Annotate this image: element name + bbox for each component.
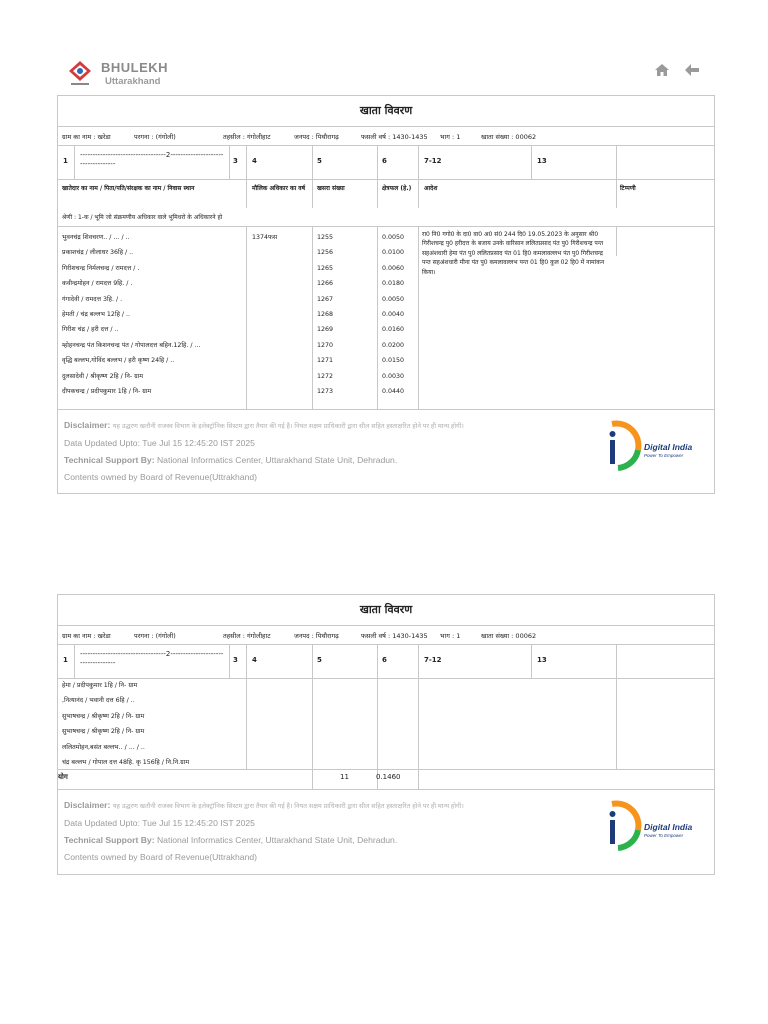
owner-entry: ललितमोहन,बसंत बल्लभ.. / ... / ..	[62, 743, 145, 751]
khata-table	[58, 645, 714, 790]
owner-entry: वृद्धि बल्लभ,गोविंद बल्लभ / हरी कृष्ण 24हि / ..	[62, 357, 175, 365]
data-updated-line	[64, 818, 255, 828]
digital-india-name: Digital India	[644, 822, 693, 832]
khata-table	[58, 146, 714, 410]
disclaimer-text: यह उद्धरण खतौनी राजस्व विभाग के इलेक्ट्रॉनिक सिस्टम द्वारा तैयार की गई है। नियत सक्षम प्राधिकारी द्वारा सील सहित हस्ताक्षरित होने पर ही मान्य होगी।	[112, 803, 464, 810]
khasra-number: 1270	[317, 341, 334, 349]
owner-entry: प्रकाशचंद्र / लीलाधर 36हि / ..	[62, 249, 134, 257]
area-value: 0.0160	[382, 326, 405, 334]
khasra-number: 1271	[317, 357, 334, 365]
area-value: 0.0150	[382, 357, 405, 365]
khata-number: खाता संख्या : 00062	[481, 133, 537, 141]
area-value: 0.0180	[382, 280, 405, 288]
total-label: योग	[58, 773, 68, 781]
khasra-number: 1268	[317, 310, 334, 318]
arrow-left-icon[interactable]	[685, 64, 699, 76]
bhag: भाग : 1	[440, 632, 461, 640]
disclaimer-label: Disclaimer:	[64, 420, 111, 430]
owner-entry: कवीन्द्रमोहन / रामदत्त 9हि. / .	[62, 280, 133, 288]
tech-support-value: National Informatics Center, Uttarakhand State Unit, Dehradun.	[156, 835, 398, 845]
khasra-number: 1256	[317, 249, 334, 257]
owner-entry: दुलसादेवी / श्रीकृष्ण 2हि / नि- ग्राम	[62, 372, 144, 380]
owner-entry: चंद्र बल्लभ / गोपाल दत्त 48हि. कृ 156हि / नि.नि.ग्राम	[62, 758, 190, 766]
col-header-owner: खातेदार का नाम / पिता/पति/संरक्षक का नाम / निवास स्थान	[62, 185, 195, 192]
owner-entry: गिरीशचन्द्र निर्मलचन्द्र / रामदत्त / .	[62, 264, 140, 272]
disclaimer-line	[64, 420, 464, 430]
khasra-number: 1273	[317, 387, 334, 395]
owner-list	[62, 230, 201, 399]
col-num-3: 3	[233, 656, 238, 664]
tech-support-label: Technical Support By:	[64, 455, 155, 465]
tech-support-label: Technical Support By:	[64, 835, 155, 845]
area-value: 0.0200	[382, 341, 405, 349]
owner-entry: भुवनचंद्र शिवचरण.. / ... / ..	[62, 234, 130, 241]
khasra-number: 1255	[317, 234, 334, 241]
total-khasra-count: 11	[340, 773, 349, 781]
col-num-6: 6	[382, 157, 387, 165]
tech-support-line	[64, 835, 397, 845]
col-header-order: आदेश	[424, 185, 438, 192]
meta-row	[58, 626, 714, 645]
khata-title: खाता विवरण	[58, 96, 714, 127]
area-value: 0.0030	[382, 372, 405, 380]
site-header	[65, 58, 705, 90]
khata-title: खाता विवरण	[58, 595, 714, 626]
owner-entry: म्होहनचन्द्र पंत किशनचन्द्र पंत / गोपालदत्त बहिन.12हि. / ...	[62, 341, 201, 349]
col-num-4: 4	[252, 157, 257, 165]
col-num-7-12: 7-12	[424, 656, 442, 664]
uttarakhand-emblem-logo	[65, 58, 95, 88]
col-num-4: 4	[252, 656, 257, 664]
tehsil-name: तहसील : गंगोलीहाट	[223, 632, 271, 640]
pargana-name: परगना : (गंगोली)	[134, 133, 176, 141]
disclaimer-label: Disclaimer:	[64, 800, 111, 810]
khasra-number: 1265	[317, 264, 334, 272]
pargana-name: परगना : (गंगोली)	[134, 632, 176, 640]
digital-india-tagline: Power To Empower	[644, 453, 684, 458]
col-num-3: 3	[233, 157, 238, 165]
khasra-number: 1272	[317, 372, 334, 380]
area-value: 0.0050	[382, 234, 405, 241]
owner-entry: गंगादेवी / रामदत्त 3हि. / .	[62, 295, 123, 303]
village-name: ग्राम का नाम : खरेडा	[62, 632, 111, 640]
area-list	[382, 230, 404, 399]
col-num-1: 1	[63, 157, 68, 165]
col-num-13: 13	[537, 656, 547, 664]
bhag: भाग : 1	[440, 133, 461, 141]
owner-entry: हेमती / चंद्र बल्लभ 12हि / ..	[62, 310, 131, 318]
contents-owned: Contents owned by Board of Revenue(Uttrakhand)	[64, 472, 257, 482]
owner-entry: ,नित्यानंद / भवानी दत्त 6हि / ..	[62, 697, 135, 705]
fasli-year: फसली वर्ष : 1430-1435	[361, 133, 428, 141]
tech-support-value: National Informatics Center, Uttarakhand State Unit, Dehradun.	[156, 455, 398, 465]
data-updated-value: Tue Jul 15 12:45:20 IST 2025	[142, 438, 255, 448]
col-num-1: 1	[63, 656, 68, 664]
area-value: 0.0040	[382, 310, 405, 318]
right-year-value: 1374फस	[252, 234, 278, 241]
data-updated-label: Data Updated Upto:	[64, 818, 140, 828]
tehsil-name: तहसील : गंगोलीहाट	[223, 133, 271, 141]
area-value: 0.0060	[382, 264, 405, 272]
khasra-list	[317, 230, 333, 399]
area-value: 0.0050	[382, 295, 405, 303]
area-value: 0.0100	[382, 249, 405, 257]
owner-entry: गिरीश चंद्र / हरी दत्त / ..	[62, 326, 119, 334]
col-num-6: 6	[382, 656, 387, 664]
contents-owned: Contents owned by Board of Revenue(Uttrakhand)	[64, 852, 257, 862]
col-header-remark: टिप्पणी	[620, 185, 636, 192]
disclaimer-text: यह उद्धरण खतौनी राजस्व विभाग के इलेक्ट्रॉनिक सिस्टम द्वारा तैयार की गई है। नियत सक्षम प्राधिकारी द्वारा सील सहित हस्ताक्षरित होने पर ही मान्य होगी।	[112, 423, 464, 430]
col-header-right-year: मौलिक अधिकार का वर्ष	[252, 185, 306, 192]
khasra-number: 1267	[317, 295, 334, 303]
col-num-13: 13	[537, 157, 547, 165]
khata-panel-1	[57, 95, 715, 494]
owner-entry: दीपकचन्द्र / प्रदीपकुमार 1हि / नि- ग्राम	[62, 387, 152, 395]
district-name: जनपद : पिथौरागढ़	[294, 632, 339, 640]
footer	[58, 790, 714, 874]
col-num-7-12: 7-12	[424, 157, 442, 165]
digital-india-name: Digital India	[644, 442, 693, 452]
digital-india-mark-icon	[604, 800, 644, 852]
shreni-row	[58, 208, 714, 226]
meta-row	[58, 127, 714, 146]
digital-india-logo	[604, 420, 694, 475]
right-year-cell	[252, 230, 277, 245]
digital-india-tagline: Power To Empower	[644, 833, 684, 838]
brand-subtitle: Uttarakhand	[105, 76, 161, 87]
district-name: जनपद : पिथौरागढ़	[294, 133, 339, 141]
disclaimer-line	[64, 800, 464, 810]
brand-name: BHULEKH	[101, 60, 169, 75]
village-name: ग्राम का नाम : खरेडा	[62, 133, 111, 141]
khasra-number: 1269	[317, 326, 334, 334]
owner-entry: सुभाषचन्द्र / श्रीकृष्ण 2हि / नि- ग्राम	[62, 712, 145, 720]
col-num-5: 5	[317, 656, 322, 664]
data-updated-value: Tue Jul 15 12:45:20 IST 2025	[142, 818, 255, 828]
col-header-khasra: खसरा संख्या	[317, 185, 345, 192]
col-num-2: ----------------------------------2-----------------------------------	[80, 650, 224, 667]
owner-entry: हेमा / प्रदीपकुमार 1हि / नि- ग्राम	[62, 682, 138, 689]
owner-entry: सुभाषचन्द्र / श्रीकृष्ण 2हि / नि- ग्राम	[62, 728, 145, 736]
data-updated-line	[64, 438, 255, 448]
data-updated-label: Data Updated Upto:	[64, 438, 140, 448]
tech-support-line	[64, 455, 397, 465]
col-num-5: 5	[317, 157, 322, 165]
home-icon[interactable]	[655, 64, 669, 76]
col-header-area: क्षेत्रफल (हे.)	[382, 185, 412, 192]
khata-number: खाता संख्या : 00062	[481, 632, 537, 640]
order-text: रा0 नि0 गगो0 के दा0 वा0 अ0 सं0 244 दि0 19.05.2023 के अनुसार श्री0 गिरीशचन्द्र पु0 हरीदत्त के बजाय उनके वारिसान ललितप्रसाद पंत पु0 गिरीशचन्द्र पन्त सहअंशधारी हेमा पंत पु0 ललितप्रसाद पंत 01 हि0 कमलावल्लभ पंत पु0 गिरीशचन्द्र पन्त सहअंशधारी मीना पंत पु0 कमलावल्लभ पन्त 01 हि0 कुल 02 हि0 में नामांकन किया।	[422, 231, 605, 276]
owner-list	[62, 678, 189, 770]
khasra-number: 1266	[317, 280, 334, 288]
khata-panel-2	[57, 594, 715, 875]
total-area: 0.1460	[376, 773, 401, 781]
footer	[58, 410, 714, 494]
digital-india-logo	[604, 800, 694, 855]
col-num-2: ----------------------------------2-----------------------------------	[80, 151, 224, 168]
shreni-label: श्रेणी : 1-क / भूमि जो संक्रमणीय अधिकार वाले भूमिधरो के अधिकारने हो	[62, 214, 223, 221]
digital-india-mark-icon	[604, 420, 644, 472]
area-value: 0.0440	[382, 387, 405, 395]
fasli-year: फसली वर्ष : 1430-1435	[361, 632, 428, 640]
